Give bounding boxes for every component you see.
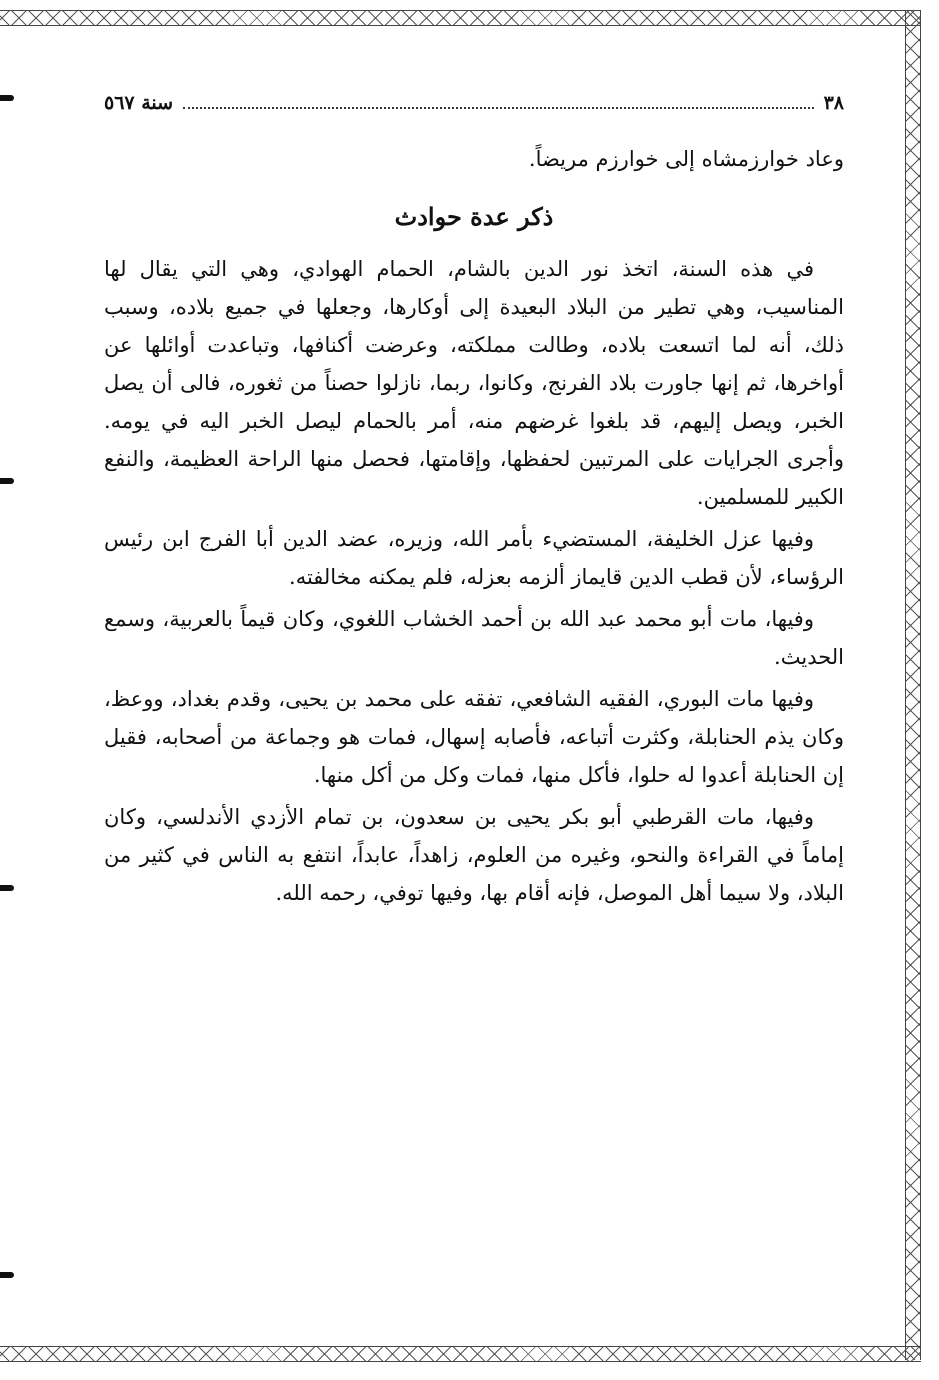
page-body (104, 140, 844, 912)
page-number: ٣٨ (823, 92, 844, 114)
edge-mark (0, 95, 14, 101)
paragraph: وفيها، مات أبو محمد عبد الله بن أحمد الخشاب اللغوي، وكان قيماً بالعربية، وسمع الحديث. (104, 607, 844, 669)
edge-mark (0, 1272, 14, 1278)
header-leader-dots (183, 107, 813, 109)
opening-line: وعاد خوارزمشاه إلى خوارزم مريضاً. (528, 147, 844, 171)
paragraph: في هذه السنة، اتخذ نور الدين بالشام، الحمام الهوادي، وهي التي يقال لها المناسيب، وهي تطير من البلاد البعيدة إلى أوكارها، وجعلها في جميع بلاده، وسبب ذلك، أنه لما اتسعت بلاده، وطالت مملكته، وعرضت أكنافها، وتباعدت أوائلها عن أواخرها، ثم إنها جاورت بلاد الفرنج، وكانوا، ربما، نازلوا حصناً من ثغوره، فالى أن يصل الخبر، ويصل إليهم، قد بلغوا غرضهم منه، أمر بالحمام ليصل الخبر اليه في يومه. وأجرى الجرايات على المرتبين لحفظها، وإقامتها، فحصل منها الراحة العظيمة، والنفع الكبير للمسلمين. (104, 257, 844, 509)
paragraph: وفيها، مات القرطبي أبو بكر يحيى بن سعدون، بن تمام الأزدي الأندلسي، وكان إماماً في القراءة والنحو، وغيره من العلوم، زاهداً، عابداً، انتفع به الناس في كثير من البلاد، ولا سيما أهل الموصل، فإنه أقام بها، وفيها توفي، رحمه الله. (104, 805, 844, 905)
edge-mark (0, 885, 14, 891)
page-border-bottom (0, 1346, 921, 1362)
page-border-right (905, 10, 921, 1360)
edge-mark (0, 478, 14, 484)
running-header (104, 88, 844, 118)
paragraph: وفيها مات البوري، الفقيه الشافعي، تفقه على محمد بن يحيى، وقدم بغداد، ووعظ، وكان يذم الحنابلة، وكثرت أتباعه، فأصابه إسهال، فمات هو وجماعة من أصحابه، فقيل إن الحنابلة أعدوا له حلوا، فأكل منها، فمات وكل من أكل منها. (104, 687, 844, 787)
paragraph: وفيها عزل الخليفة، المستضيء بأمر الله، وزيره، عضد الدين أبا الفرج ابن رئيس الرؤساء، لأن قطب الدين قايماز ألزمه بعزله، فلم يمكنه مخالفته. (104, 527, 844, 589)
year-label: سنة ٥٦٧ (104, 92, 174, 114)
page-border-top (0, 10, 921, 26)
section-title: ذكر عدة حوادث (394, 202, 554, 231)
